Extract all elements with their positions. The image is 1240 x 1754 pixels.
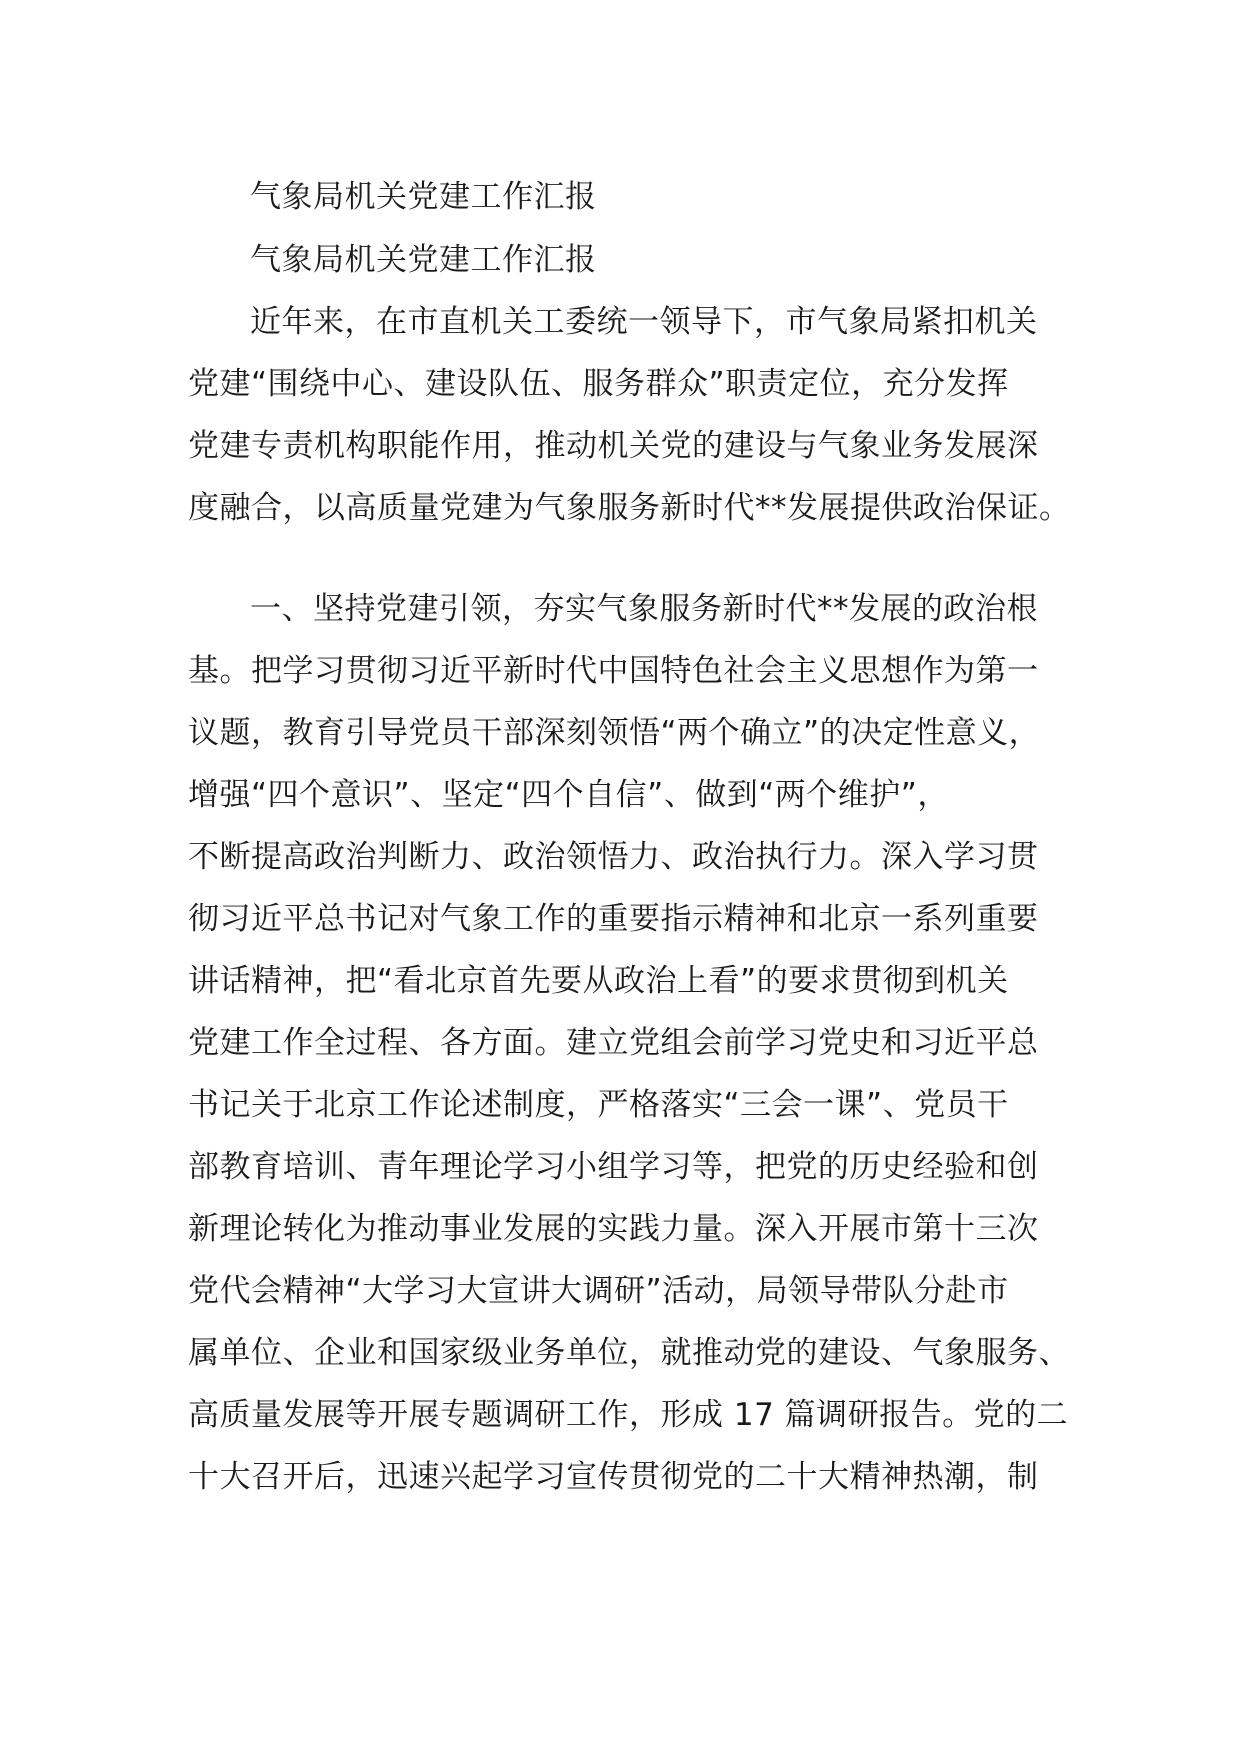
paragraph-line: 讲话精神，把“看北京首先要从政治上看”的要求贯彻到机关 xyxy=(188,963,1009,999)
paragraph-line: 党建工作全过程、各方面。建立党组会前学习党史和习近平总 xyxy=(188,1025,1039,1061)
paragraph-line: 彻习近平总书记对气象工作的重要指示精神和北京一系列重要 xyxy=(188,901,1039,937)
paragraph-line: 属单位、企业和国家级业务单位，就推动党的建设、气象服务、 xyxy=(188,1335,1070,1371)
section-heading-line: 一、坚持党建引领，夯实气象服务新时代**发展的政治根 xyxy=(250,591,1038,627)
document-subtitle: 气象局机关党建工作汇报 xyxy=(250,242,597,278)
document-title: 气象局机关党建工作汇报 xyxy=(250,179,597,215)
paragraph-line: 党代会精神“大学习大宣讲大调研”活动，局领导带队分赴市 xyxy=(188,1273,1009,1309)
paragraph-line: 十大召开后，迅速兴起学习宣传贯彻党的二十大精神热潮，制 xyxy=(188,1459,1039,1495)
paragraph-line: 部教育培训、青年理论学习小组学习等，把党的历史经验和创 xyxy=(188,1149,1039,1185)
paragraph-line: 基。把学习贯彻习近平新时代中国特色社会主义思想作为第一 xyxy=(188,653,1039,689)
intro-line: 党建专责机构职能作用，推动机关党的建设与气象业务发展深 xyxy=(188,428,1039,464)
intro-line: 近年来，在市直机关工委统一领导下，市气象局紧扣机关 xyxy=(250,304,1038,340)
paragraph-line: 议题，教育引导党员干部深刻领悟“两个确立”的决定性意义， xyxy=(188,715,1041,751)
paragraph-line: 高质量发展等开展专题调研工作，形成 17 篇调研报告。党的二 xyxy=(188,1397,1069,1433)
paragraph-line: 增强“四个意识”、坚定“四个自信”、做到“两个维护”， xyxy=(188,777,949,813)
paragraph-line: 不断提高政治判断力、政治领悟力、政治执行力。深入学习贯 xyxy=(188,839,1039,875)
intro-line: 党建“围绕中心、建设队伍、服务群众”职责定位，充分发挥 xyxy=(188,366,1009,402)
intro-line: 度融合，以高质量党建为气象服务新时代**发展提供政治保证。 xyxy=(188,490,1071,526)
paragraph-line: 书记关于北京工作论述制度，严格落实“三会一课”、党员干 xyxy=(188,1087,1009,1123)
paragraph-line: 新理论转化为推动事业发展的实践力量。深入开展市第十三次 xyxy=(188,1211,1039,1247)
